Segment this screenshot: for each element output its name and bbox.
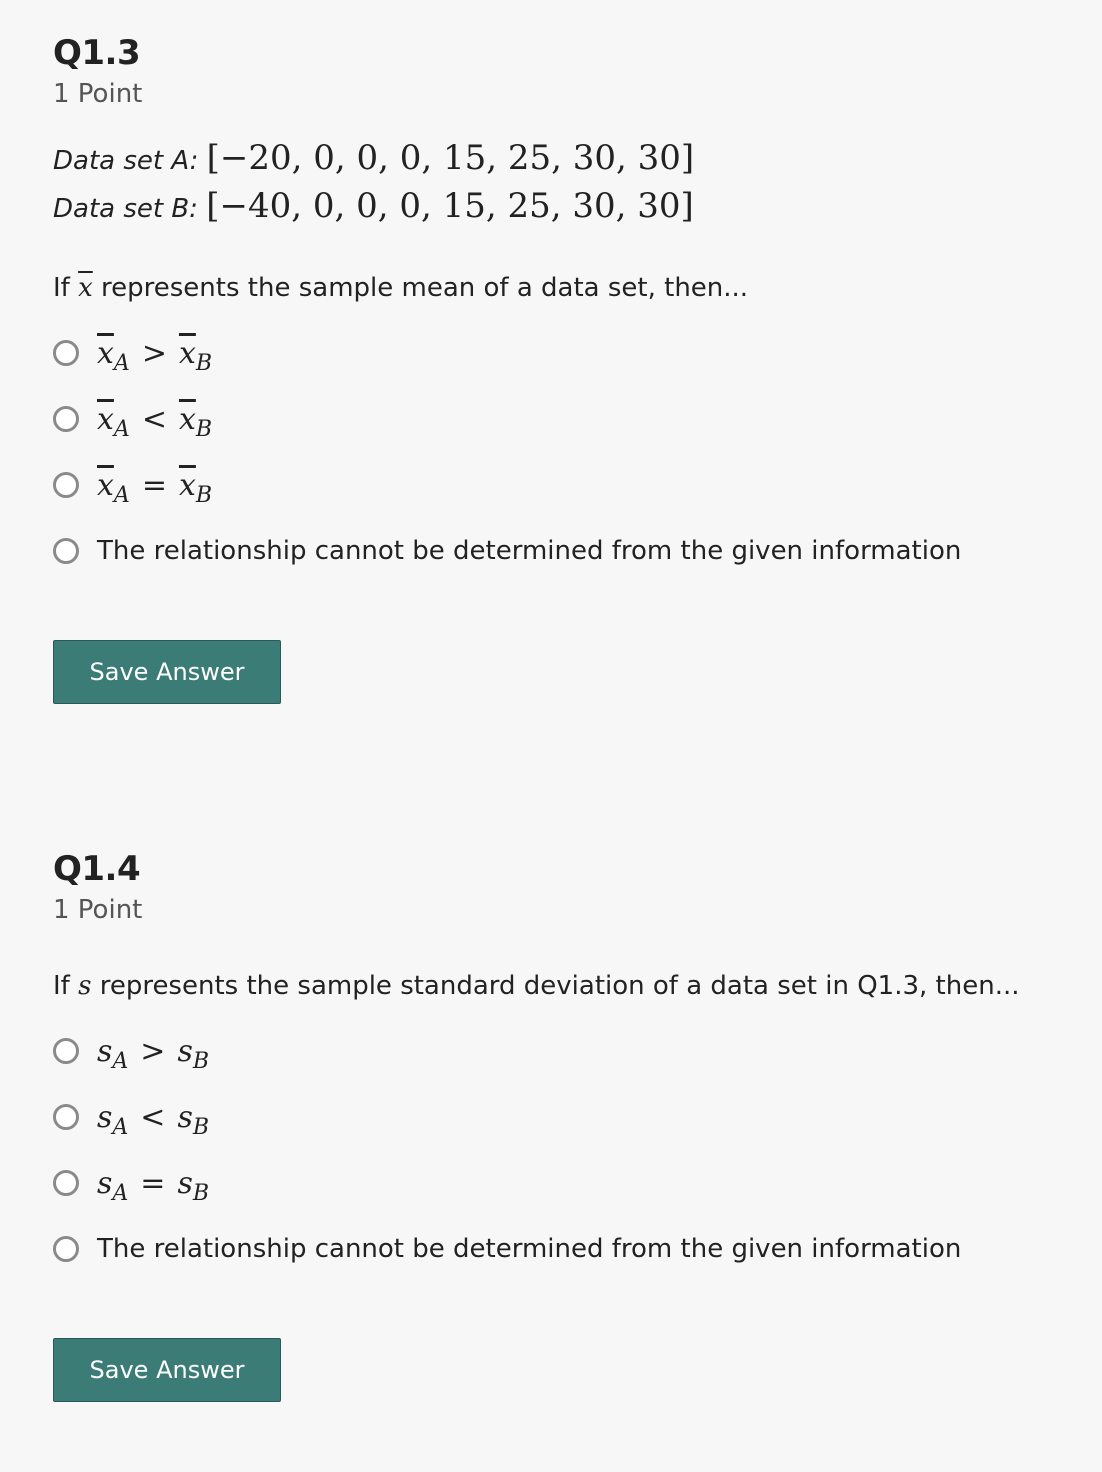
option-lhs: s [97, 1165, 113, 1201]
question-points: 1 Point [53, 895, 143, 925]
option-rhs-subscript: B [192, 1180, 210, 1206]
prompt-variable: $\overline{x}$ [78, 273, 93, 303]
option-operator: = [141, 467, 167, 503]
option-rhs: $\overline{x}$ [178, 401, 196, 437]
dataset-a [53, 134, 1083, 182]
question-points: 1 Point [53, 79, 143, 109]
option-rhs: s [177, 1033, 193, 1069]
dataset-a-values: [−20, 0, 0, 0, 15, 25, 30, 30] [206, 138, 695, 178]
option-rhs-subscript: B [192, 1114, 210, 1140]
option-expression [97, 401, 213, 442]
option-expression [97, 467, 213, 508]
option-rhs: s [177, 1099, 193, 1135]
option-rhs: $\overline{x}$ [178, 335, 196, 371]
prompt-suffix: represents the sample standard deviation of a data set in Q1.3, then... [99, 971, 1020, 1001]
radio-button[interactable] [53, 1236, 79, 1262]
option-lhs-subscript: A [112, 1180, 129, 1206]
prompt-prefix: If [53, 273, 70, 303]
option-lhs-subscript: A [112, 1114, 129, 1140]
option-lhs-subscript: A [113, 416, 130, 442]
option-lhs: s [97, 1099, 113, 1135]
prompt-variable: s [78, 971, 92, 1001]
answer-option[interactable] [53, 320, 1083, 386]
option-rhs: s [177, 1165, 193, 1201]
option-expression [97, 1099, 210, 1140]
answer-option[interactable] [53, 518, 1083, 584]
radio-button[interactable] [53, 538, 79, 564]
option-operator: > [141, 335, 167, 371]
dataset-b [53, 182, 1083, 230]
save-answer-button[interactable]: Save Answer [53, 1338, 281, 1402]
radio-button[interactable] [53, 1104, 79, 1130]
option-text: The relationship cannot be determined from the given information [97, 1234, 962, 1264]
question-title: Q1.4 [53, 849, 141, 889]
option-rhs-subscript: B [195, 416, 213, 442]
prompt-prefix: If [53, 971, 70, 1001]
question-prompt [53, 268, 1083, 308]
save-answer-button[interactable]: Save Answer [53, 640, 281, 704]
radio-button[interactable] [53, 1170, 79, 1196]
option-expression [97, 335, 213, 376]
question-q1-4 [53, 848, 1083, 1402]
answer-options [53, 320, 1083, 584]
radio-button[interactable] [53, 472, 79, 498]
option-lhs: $\overline{x}$ [97, 401, 114, 437]
option-rhs-subscript: B [195, 482, 213, 508]
dataset-b-values: [−40, 0, 0, 0, 15, 25, 30, 30] [206, 186, 694, 226]
option-rhs: $\overline{x}$ [178, 467, 196, 503]
option-operator: < [141, 401, 167, 437]
option-text: The relationship cannot be determined from the given information [97, 536, 962, 566]
prompt-suffix: represents the sample mean of a data set, then... [101, 273, 749, 303]
option-operator: < [140, 1099, 166, 1135]
radio-button[interactable] [53, 1038, 79, 1064]
option-lhs-subscript: A [113, 482, 130, 508]
question-prompt [53, 966, 1083, 1006]
dataset-b-label: Data set B: [53, 194, 198, 224]
option-operator: = [140, 1165, 166, 1201]
answer-options [53, 1018, 1083, 1282]
option-lhs-subscript: A [112, 1048, 129, 1074]
dataset-a-label: Data set A: [53, 146, 199, 176]
option-lhs: $\overline{x}$ [97, 335, 114, 371]
option-expression [97, 1033, 210, 1074]
option-lhs-subscript: A [113, 350, 130, 376]
answer-option[interactable] [53, 1150, 1083, 1216]
answer-option[interactable] [53, 452, 1083, 518]
answer-option[interactable] [53, 1216, 1083, 1282]
answer-option[interactable] [53, 1084, 1083, 1150]
answer-option[interactable] [53, 1018, 1083, 1084]
option-expression [97, 1165, 210, 1206]
option-lhs: s [97, 1033, 113, 1069]
radio-button[interactable] [53, 406, 79, 432]
option-operator: > [140, 1033, 166, 1069]
question-q1-3 [53, 32, 1083, 704]
option-lhs: $\overline{x}$ [97, 467, 114, 503]
question-title: Q1.3 [53, 33, 141, 73]
option-rhs-subscript: B [192, 1048, 210, 1074]
answer-option[interactable] [53, 386, 1083, 452]
radio-button[interactable] [53, 340, 79, 366]
option-rhs-subscript: B [195, 350, 213, 376]
